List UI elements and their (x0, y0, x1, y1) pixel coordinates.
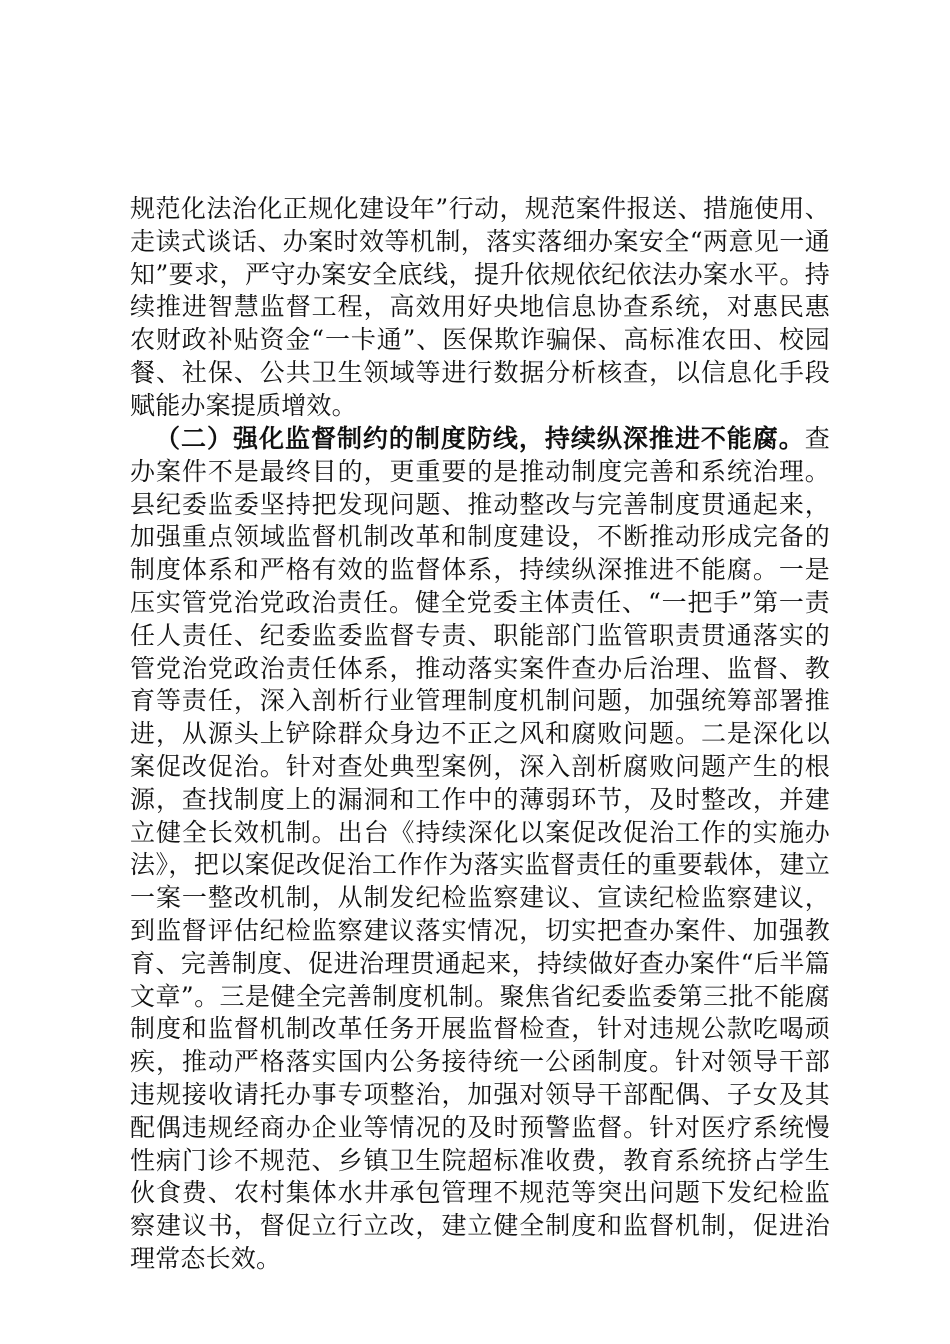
paragraph-continuation: 规范化法治化正规化建设年”行动，规范案件报送、措施使用、走读式谈话、办案时效等机制，落实落细办案安全“两意见一通知”要求，严守办案安全底线，提升依规依纪依法办案水平。持续推进智慧监督工程，高效用好央地信息协查系统，对惠民惠农财政补贴资金“一卡通”、医保欺诈骗保、高标准农田、校园餐、社保、公共卫生领域等进行数据分析核查，以信息化手段赋能办案提质增效。 (130, 194, 830, 420)
paragraph-section-two (130, 423, 830, 1276)
section-heading: （二）强化监督制约的制度防线，持续纵深推进不能腐。 (155, 424, 805, 453)
section-body: 查办案件不是最终目的，更重要的是推动制度完善和系统治理。县纪委监委坚持把发现问题、推动整改与完善制度贯通起来，加强重点领域监督机制改革和制度建设，不断推动形成完备的制度体系和严格有效的监督体系，持续纵深推进不能腐。一是压实管党治党政治责任。健全党委主体责任、“一把手”第一责任人责任、纪委监委监督专责、职能部门监管职责贯通落实的管党治党政治责任体系，推动落实案件查办后治理、监督、教育等责任，深入剖析行业管理制度机制问题，加强统筹部署推进，从源头上铲除群众身边不正之风和腐败问题。二是深化以案促改促治。针对查处典型案例，深入剖析腐败问题产生的根源，查找制度上的漏洞和工作中的薄弱环节，及时整改，并建立健全长效机制。出台《持续深化以案促改促治工作的实施办法》，把以案促改促治工作作为落实监督责任的重要载体，建立一案一整改机制，从制发纪检监察建议、宣读纪检监察建议，到监督评估纪检监察建议落实情况，切实把查办案件、加强教育、完善制度、促进治理贯通起来，持续做好查办案件“后半篇文章”。三是健全完善制度机制。聚焦省纪委监委第三批不能腐制度和监督机制改革任务开展监督检查，针对违规公款吃喝顽疾，推动严格落实国内公务接待统一公函制度。针对领导干部违规接收请托办事专项整治，加强对领导干部配偶、子女及其配偶违规经商办企业等情况的及时预警监督。针对医疗系统慢性病门诊不规范、乡镇卫生院超标准收费，教育系统挤占学生伙食费、农村集体水井承包管理不规范等突出问题下发纪检监察建议书，督促立行立改，建立健全制度和监督机制，促进治理常态长效。 (130, 424, 830, 1273)
